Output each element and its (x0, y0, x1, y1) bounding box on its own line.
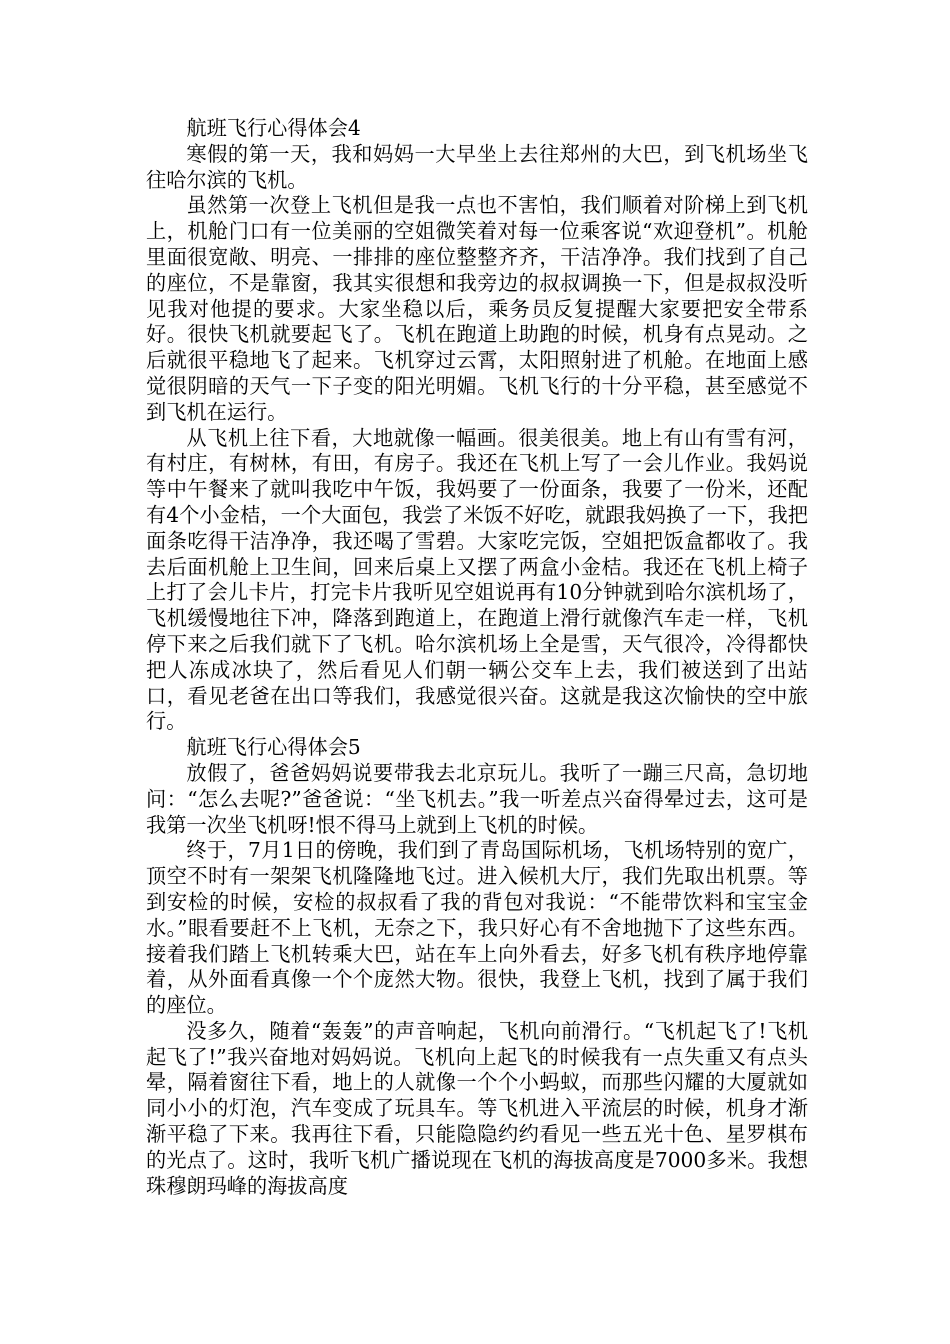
paragraph: 从飞机上往下看，大地就像一幅画。很美很美。地上有山有雪有河，有村庄，有树林，有田，有房子。我还在飞机上写了一会儿作业。我妈说等中午餐来了就叫我吃中午饭，我妈要了一份面条，我要了一份米，还配有4个小金桔，一个大面包，我尝了米饭不好吃，就跟我妈换了一下，我把面条吃得干洁净净，我还喝了雪碧。大家吃完饭，空姐把饭盒都收了。我去后面机舱上卫生间，回来后桌上又摆了两盒小金桔。我还在飞机上椅子上打了会儿卡片，打完卡片我听见空姐说再有10分钟就到哈尔滨机场了，飞机缓慢地往下冲，降落到跑道上，在跑道上滑行就像汽车走一样，飞机停下来之后我们就下了飞机。哈尔滨机场上全是雪，天气很冷，冷得都快把人冻成冰块了，然后看见人们朝一辆公交车上去，我们被送到了出站口，看见老爸在出口等我们，我感觉很兴奋。这就是我这次愉快的空中旅行。 (146, 425, 808, 734)
paragraph: 虽然第一次登上飞机但是我一点也不害怕，我们顺着对阶梯上到飞机上，机舱门口有一位美丽的空姐微笑着对每一位乘客说“欢迎登机”。机舱里面很宽敞、明亮、一排排的座位整整齐齐，干洁净净。我们找到了自己的座位，不是靠窗，我其实很想和我旁边的叔叔调换一下，但是叔叔没听见我对他提的要求。大家坐稳以后，乘务员反复提醒大家要把安全带系好。很快飞机就要起飞了。飞机在跑道上助跑的时候，机身有点晃动。之后就很平稳地飞了起来。飞机穿过云霄，太阳照射进了机舱。在地面上感觉很阴暗的天气一下子变的阳光明媚。飞机飞行的十分平稳，甚至感觉不到飞机在运行。 (146, 193, 808, 424)
paragraph: 没多久，随着“轰轰”的声音响起，飞机向前滑行。“飞机起飞了!飞机起飞了!”我兴奋地对妈妈说。飞机向上起飞的时候我有一点失重又有点头晕，隔着窗往下看，地上的人就像一个个小蚂蚁，而那些闪耀的大厦就如同小小的灯泡，汽车变成了玩具车。等飞机进入平流层的时候，机身才渐渐平稳了下来。我再往下看，只能隐隐约约看见一些五光十色、星罗棋布的光点了。这时，我听飞机广播说现在飞机的海拔高度是7000多米。我想珠穆朗玛峰的海拔高度 (146, 1018, 808, 1198)
paragraph: 寒假的第一天，我和妈妈一大早坐上去往郑州的大巴，到飞机场坐飞往哈尔滨的飞机。 (146, 141, 808, 192)
paragraph: 终于，7月1日的傍晚，我们到了青岛国际机场，飞机场特别的宽广，顶空不时有一架架飞机隆隆地飞过。进入候机大厅，我们先取出机票。等到安检的时候，安检的叔叔看了我的背包对我说：“不能带饮料和宝宝金水。”眼看要赶不上飞机，无奈之下，我只好心有不舍地抛下了这些东西。接着我们踏上飞机转乘大巴，站在车上向外看去，好多飞机有秩序地停靠着，从外面看真像一个个庞然大物。很快，我登上飞机，找到了属于我们的座位。 (146, 838, 808, 1018)
paragraph: 放假了，爸爸妈妈说要带我去北京玩儿。我听了一蹦三尺高，急切地问：“怎么去呢?”爸爸说：“坐飞机去。”我一听差点兴奋得晕过去，这可是我第一次坐飞机呀!恨不得马上就到上飞机的时候。 (146, 760, 808, 837)
document-page (146, 116, 808, 1199)
section-heading: 航班飞行心得体会5 (186, 735, 361, 760)
section-heading: 航班飞行心得体会4 (186, 116, 361, 140)
